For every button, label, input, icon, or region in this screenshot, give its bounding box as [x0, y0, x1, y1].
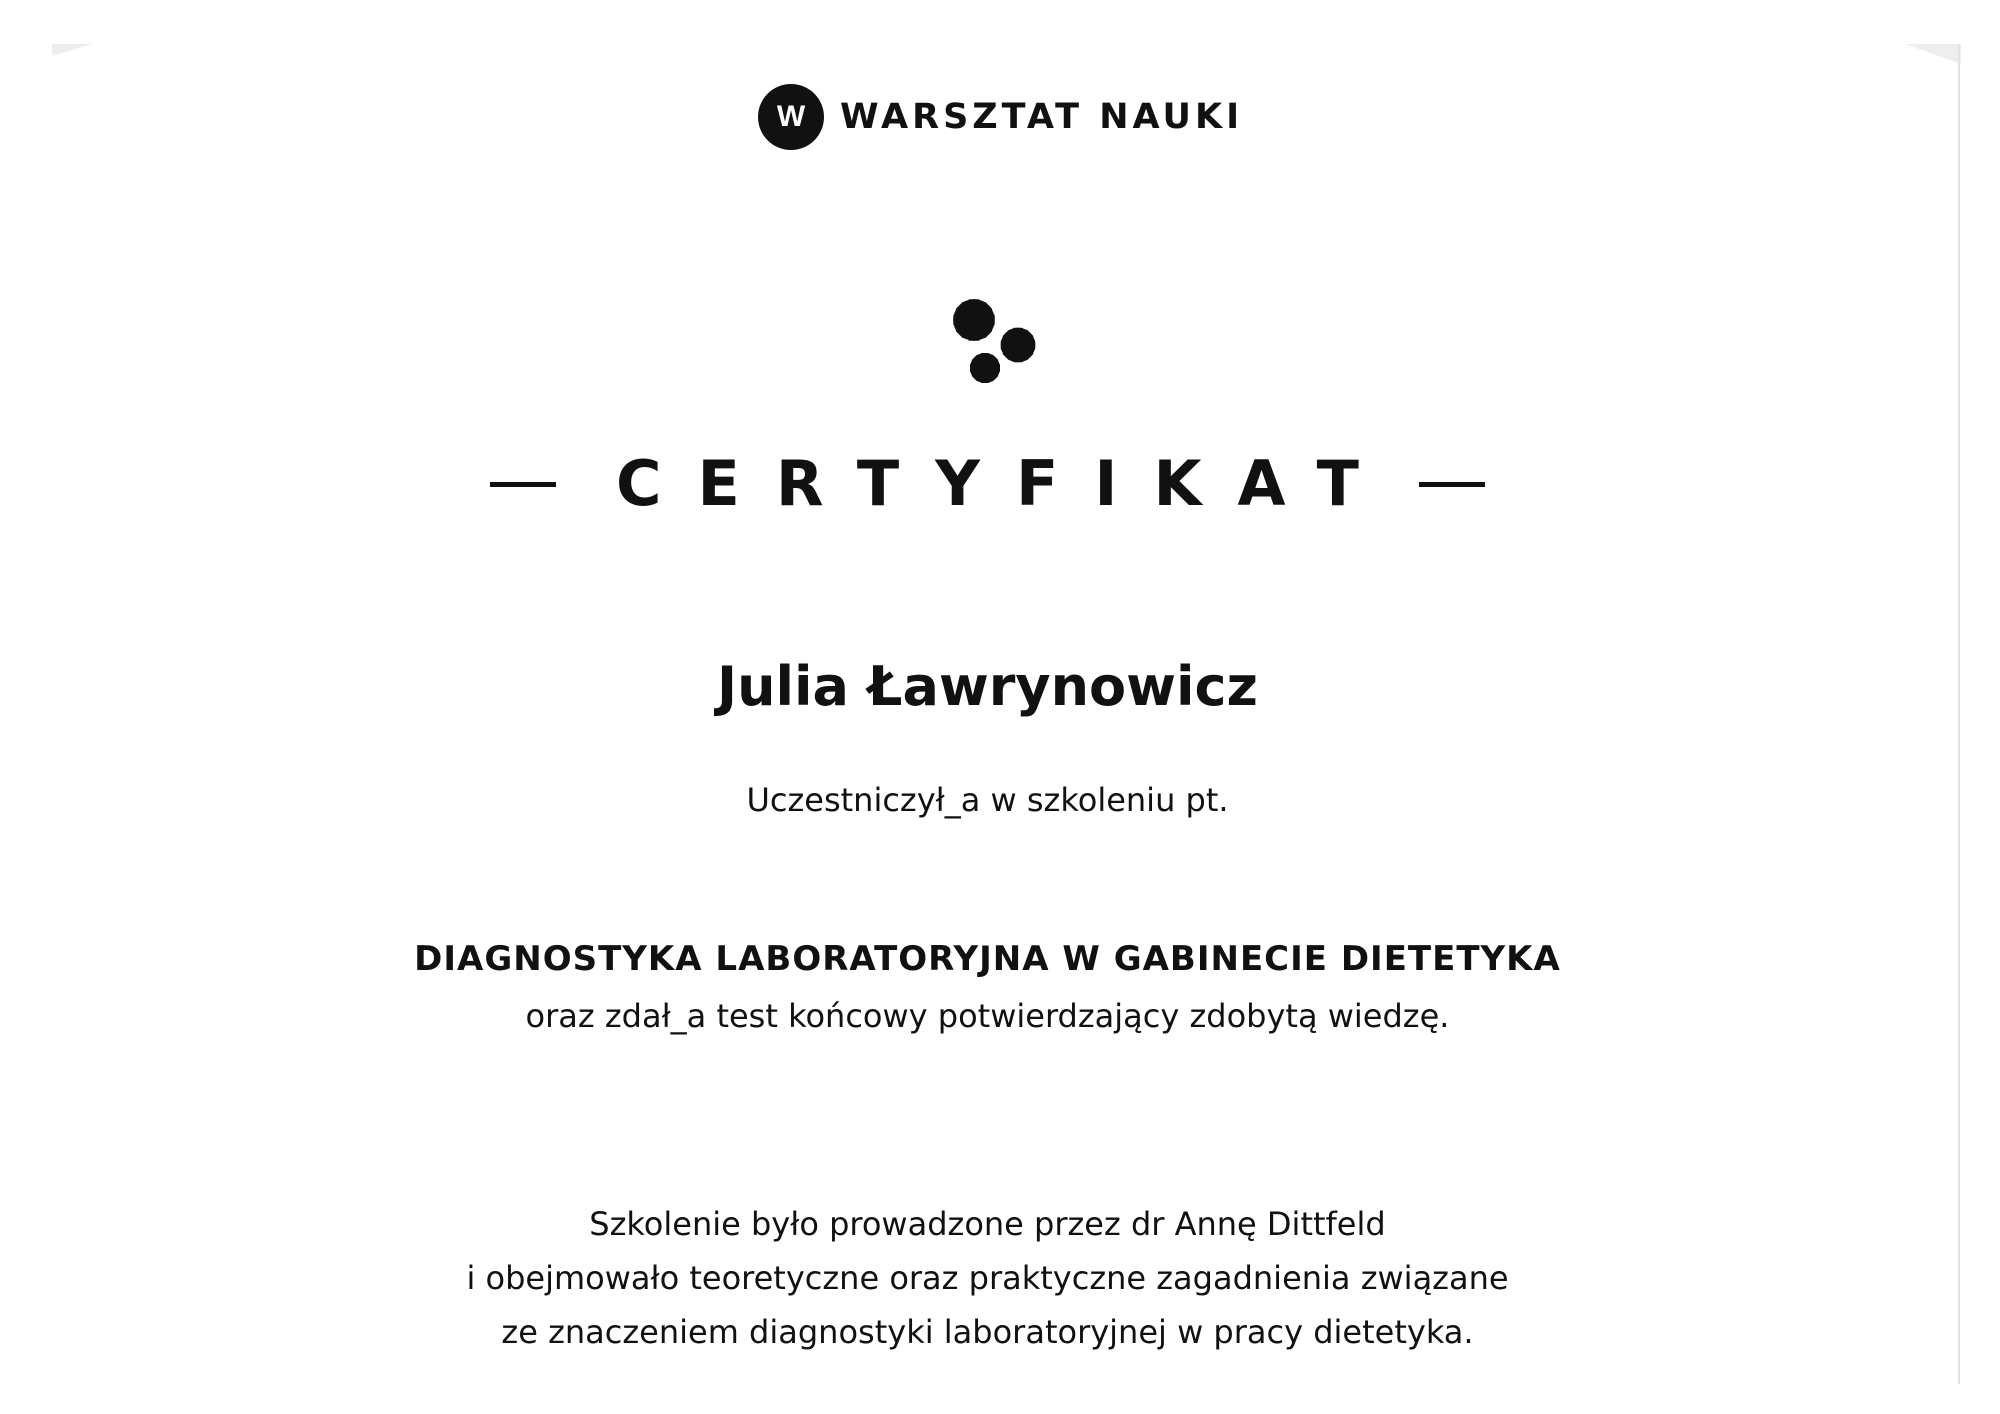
description-line-3: ze znaczeniem diagnostyki laboratoryjnej w pracy dietetyka.: [501, 1313, 1474, 1351]
page-corner-left: [52, 44, 92, 56]
logo-mark: W: [758, 84, 824, 150]
brand-logo: [758, 84, 1243, 150]
recipient-name: Julia Ławrynowicz: [716, 655, 1258, 718]
description-line-1: Szkolenie było prowadzone przez dr Annę Dittfeld: [589, 1205, 1386, 1243]
page-corner-right: [1905, 44, 1961, 64]
title-dash-right: [1419, 482, 1485, 487]
title-text: CERTYFIKAT: [616, 447, 1395, 520]
passed-text: oraz zdał_a test końcowy potwierdzający zdobytą wiedzę.: [525, 997, 1450, 1035]
title-dash-left: [490, 482, 556, 487]
course-title: DIAGNOSTYKA LABORATORYJNA W GABINECIE DIETETYKA: [414, 939, 1561, 979]
certificate-title: [0, 444, 1975, 524]
description-line-2: i obejmowało teoretyczne oraz praktyczne zagadnienia związane: [466, 1259, 1509, 1297]
logo-name: WARSZTAT NAUKI: [840, 97, 1244, 137]
participation-text: Uczestniczył_a w szkoleniu pt.: [746, 781, 1229, 819]
gears-icon: [940, 288, 1050, 388]
